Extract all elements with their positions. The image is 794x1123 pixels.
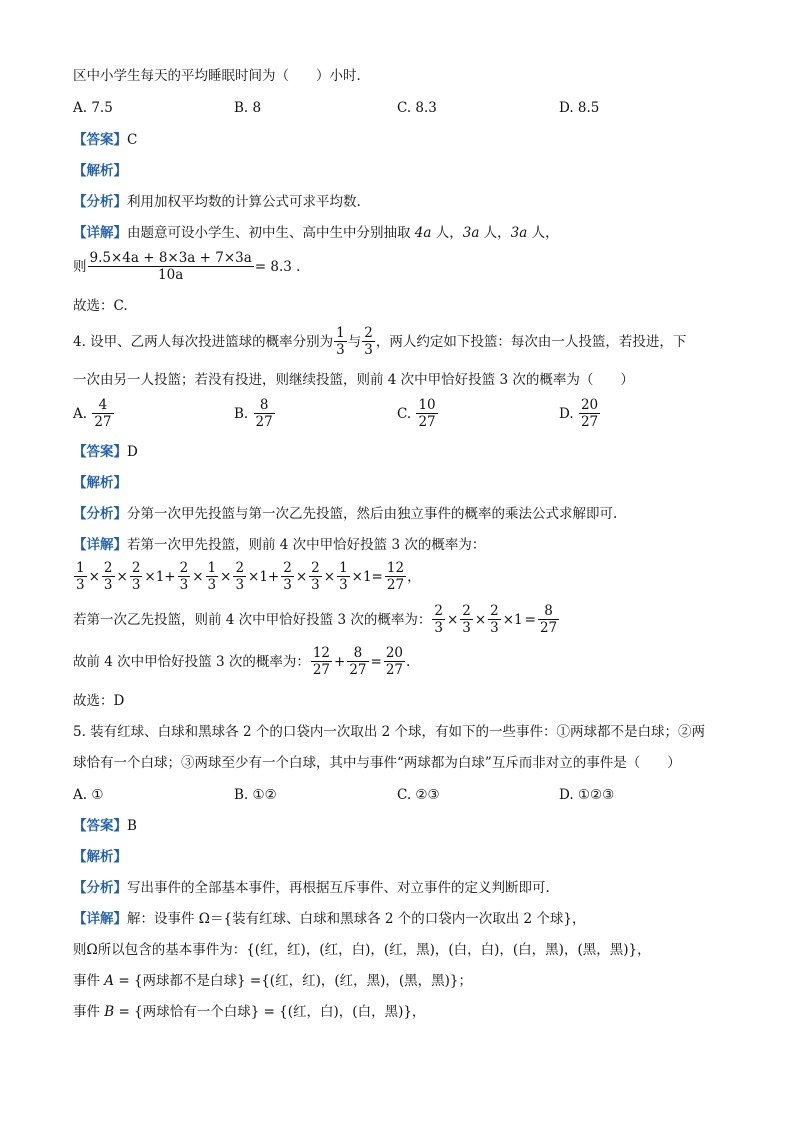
operator: ×1+	[144, 568, 176, 585]
q3-fenxi	[73, 193, 361, 211]
xiangjie-text: 解：设事件 Ω＝{装有红球、白球和黑球各 2 个的口袋内一次取出 2 个球}，	[127, 911, 586, 927]
line-text: = {两球都不是白球} ={(红，红)，(红，黑)，(黑，黑)}；	[114, 973, 473, 989]
q3-option-c: C. 8.3	[397, 100, 437, 116]
answer-value: C	[127, 132, 138, 148]
answer-label: 【答案】	[73, 818, 127, 834]
fraction-denominator: 27	[385, 662, 404, 678]
times-sign: ×	[446, 611, 459, 628]
operator: ×	[116, 568, 128, 585]
fraction-numerator: 2	[131, 560, 141, 576]
operator: ×	[88, 568, 100, 585]
fraction-denominator: 3	[131, 577, 141, 593]
fraction-denominator: 27	[418, 414, 436, 430]
fraction	[432, 603, 445, 636]
fraction-denominator: 3	[76, 577, 85, 593]
stem-text: ，两人约定如下投篮：每次由一人投篮，若投进，下	[375, 333, 687, 350]
equals-sign: =	[370, 653, 382, 670]
plus-sign: +	[334, 653, 346, 670]
fraction-numerator: 2	[235, 560, 245, 576]
fraction-denominator: 27	[349, 662, 367, 678]
xiangjie-label: 【详解】	[73, 911, 127, 927]
yi-text: 若第一次乙先投篮，则前 4 次中甲恰好投篮 3 次的概率为：	[73, 611, 432, 628]
fraction	[130, 560, 143, 593]
fraction	[460, 603, 473, 636]
operator: ×	[295, 568, 308, 585]
answer-value: B	[127, 818, 137, 834]
var: B	[104, 1004, 115, 1020]
fraction-numerator: 20	[385, 645, 404, 661]
operator: ×1+	[248, 568, 280, 585]
q3-option-b: B. 8	[234, 100, 262, 116]
fraction-denominator: 27	[312, 662, 331, 678]
fenxi-text: 分第一次甲先投篮与第一次乙先投篮，然后由独立事件的概率的乘法公式求解即可.	[127, 506, 618, 522]
fraction-denominator: 3	[283, 577, 292, 593]
fraction-denominator: 3	[235, 577, 245, 593]
q5-xiangjie	[73, 910, 586, 928]
fraction	[74, 560, 87, 593]
q3-equation	[73, 250, 300, 283]
equals-sign: =	[524, 611, 536, 628]
fraction-numerator: 9.5×4a + 8×3a + 7×3a	[89, 250, 252, 266]
option-fraction	[579, 397, 600, 430]
var: 4a	[414, 225, 432, 241]
xiangjie-text: 人，	[431, 225, 463, 241]
line-text: = {两球恰有一个白球} = {(红，白)，(白，黑)}，	[114, 1004, 426, 1020]
q4-fenxi	[73, 505, 617, 523]
stem-text: 4. 设甲、乙两人每次投进篮球的概率分别为	[73, 333, 334, 350]
q5-line-2: 则Ω所以包含的基本事件为：{(红，红)，(红，白)，(红，黑)，(白，白)，(白，黑)，(黑，黑)}，	[73, 942, 651, 958]
fraction-numerator: 4	[92, 397, 113, 414]
q3-jiexi-label: 【解析】	[73, 163, 127, 179]
fraction-denominator: 3	[434, 620, 443, 636]
equation-result: = 8.3 .	[254, 258, 301, 275]
q5-fenxi	[73, 879, 550, 897]
fraction-numerator: 12	[386, 560, 405, 576]
ze-text: 则	[73, 258, 87, 275]
fraction-numerator: 1	[207, 560, 217, 576]
prob-fraction	[334, 325, 347, 358]
fraction-denominator: 3	[311, 577, 320, 593]
fraction-numerator: 2	[103, 560, 113, 576]
fraction-numerator: 2	[364, 325, 373, 341]
fraction	[384, 645, 405, 678]
fenxi-label: 【分析】	[73, 506, 127, 522]
fraction-denominator: 3	[364, 342, 373, 358]
operator: ×	[323, 568, 336, 585]
fraction-numerator: 2	[179, 560, 189, 576]
xiangjie-text: 人，	[527, 225, 559, 241]
fraction-numerator: 8	[254, 397, 275, 414]
option-label: D.	[559, 405, 574, 422]
option-label: A.	[73, 405, 88, 422]
answer-label: 【答案】	[73, 132, 127, 148]
fraction-numerator: 10	[418, 397, 436, 413]
q4-xiangjie	[73, 536, 485, 554]
fraction	[102, 560, 115, 593]
xiangjie-label: 【详解】	[73, 537, 127, 553]
q4-stem-line1	[73, 325, 686, 358]
option-fraction	[254, 397, 275, 430]
fraction-denominator: 3	[462, 620, 471, 636]
q5-option-c: C. ②③	[397, 787, 440, 803]
fraction	[178, 560, 191, 593]
q4-option-c	[397, 397, 439, 430]
option-label: C.	[397, 405, 412, 422]
fraction-numerator: 2	[490, 603, 499, 619]
var: A	[104, 973, 115, 989]
q4-jiexi-label: 【解析】	[73, 475, 127, 491]
fraction	[337, 560, 350, 593]
fraction-numerator: 20	[580, 397, 599, 413]
tail-factor: ×1	[502, 611, 523, 628]
q4-expression-1	[73, 560, 421, 593]
stem-text: 与	[347, 333, 362, 350]
fraction-numerator: 2	[462, 603, 471, 619]
line-text: 事件	[73, 1004, 105, 1020]
q5-option-a: A. ①	[73, 787, 104, 803]
option-fraction	[416, 397, 437, 430]
xiangjie-text: 人，	[479, 225, 511, 241]
fraction-denominator: 27	[386, 577, 405, 593]
fraction	[233, 560, 246, 593]
answer-value: D	[127, 444, 138, 460]
fraction-denominator: 3	[207, 577, 217, 593]
q5-option-d: D. ①②③	[559, 787, 615, 803]
fraction-denominator: 10a	[158, 267, 184, 283]
q5-answer	[73, 817, 137, 835]
fraction-denominator: 27	[94, 414, 112, 430]
operator: ×1=	[351, 568, 383, 585]
q3-xiangjie	[73, 224, 559, 242]
expression-end: ，	[407, 568, 421, 585]
q5-stem-line1: 5. 装有红球、白球和黑球各 2 个的口袋内一次取出 2 个球，有如下的一些事件：①两球都不是白球；②两	[73, 724, 706, 740]
q4-option-d	[559, 397, 601, 430]
fenxi-label: 【分析】	[73, 194, 127, 210]
var: 3a	[462, 225, 480, 241]
q3-option-a: A. 7.5	[73, 100, 113, 116]
fraction	[206, 560, 219, 593]
option-label: B.	[234, 405, 249, 422]
q5-option-b: B. ①②	[234, 787, 277, 803]
q5-line-3	[73, 972, 472, 990]
fraction-numerator: 8	[538, 603, 559, 620]
line-text: 事件	[73, 973, 105, 989]
fenxi-text: 写出事件的全部基本事件，再根据互斥事件、对立事件的定义判断即可.	[127, 880, 550, 896]
fenxi-label: 【分析】	[73, 880, 127, 896]
fraction-numerator: 2	[434, 603, 443, 619]
gu-text: 故前 4 次中甲恰好投篮 3 次的概率为：	[73, 653, 310, 670]
xiangjie-text: 若第一次甲先投篮，则前 4 次中甲恰好投篮 3 次的概率为：	[127, 537, 486, 553]
fraction-denominator: 3	[490, 620, 499, 636]
fraction-numerator: 1	[339, 560, 348, 576]
fraction-denominator: 27	[539, 620, 558, 636]
fraction-numerator: 2	[283, 560, 292, 576]
q4-gu-line	[73, 645, 410, 678]
fraction-numerator: 2	[311, 560, 320, 576]
q4-answer	[73, 443, 138, 461]
operator: ×	[220, 568, 232, 585]
fraction-denominator: 3	[336, 342, 345, 358]
q3-stem-continuation: 区中小学生每天的平均睡眠时间为（ ）小时．	[73, 68, 370, 84]
xiangjie-text: 由题意可设小学生、初中生、高中生中分别抽取	[127, 225, 415, 241]
q3-answer	[73, 131, 137, 149]
fraction-numerator: 12	[312, 645, 331, 661]
prob-fraction	[362, 325, 375, 358]
fraction-denominator: 3	[103, 577, 113, 593]
fraction	[309, 560, 322, 593]
fraction	[311, 645, 332, 678]
weighted-mean-fraction	[88, 250, 254, 283]
fraction-denominator: 27	[255, 414, 273, 430]
answer-label: 【答案】	[73, 444, 127, 460]
fraction-denominator: 3	[339, 577, 348, 593]
q4-stem-line2: 一次由另一人投篮；若没有投进，则继续投篮，则前 4 次中甲恰好投篮 3 次的概率为（ ）	[73, 372, 634, 388]
fraction-numerator: 1	[76, 560, 85, 576]
q5-line-4	[73, 1003, 425, 1021]
fenxi-text: 利用加权平均数的计算公式可求平均数.	[127, 194, 361, 210]
q4-option-b	[234, 397, 276, 430]
q3-conclusion: 故选：C.	[73, 298, 128, 314]
fraction-denominator: 3	[179, 577, 189, 593]
period: .	[406, 653, 411, 670]
q4-conclusion: 故选：D	[73, 693, 125, 709]
times-sign: ×	[474, 611, 487, 628]
fraction-denominator: 27	[580, 414, 599, 430]
q5-jiexi-label: 【解析】	[73, 849, 127, 865]
q5-stem-line2: 球恰有一个白球；③两球至少有一个白球，其中与事件“两球都为白球”互斥而非对立的事件是（ ）	[73, 755, 681, 771]
q4-option-a	[73, 397, 115, 430]
fraction	[488, 603, 501, 636]
fraction-numerator: 1	[336, 325, 345, 341]
fraction	[347, 645, 368, 678]
q3-option-d: D. 8.5	[559, 100, 600, 116]
q4-yi-line	[73, 603, 560, 636]
var: 3a	[510, 225, 528, 241]
fraction-numerator: 8	[347, 645, 368, 662]
fraction	[281, 560, 294, 593]
option-fraction	[92, 397, 113, 430]
xiangjie-label: 【详解】	[73, 225, 127, 241]
result-fraction	[538, 603, 559, 636]
operator: ×	[192, 568, 204, 585]
result-fraction	[385, 560, 406, 593]
